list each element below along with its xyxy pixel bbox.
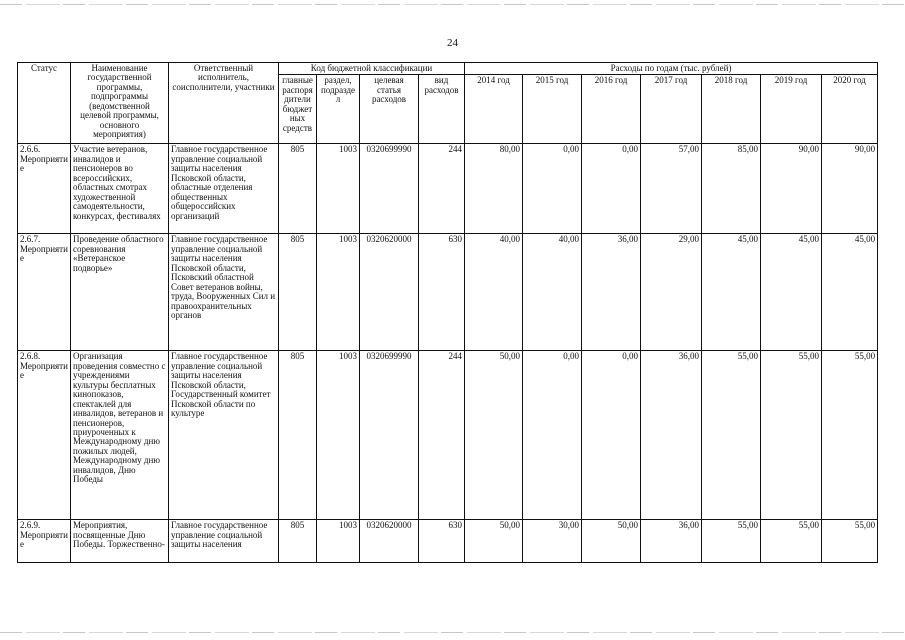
header-budget-code-group: Код бюджетной классификации <box>279 63 465 75</box>
budget-table <box>17 62 878 563</box>
row-type: 630 <box>419 234 465 351</box>
scan-edge-top <box>0 4 905 5</box>
row-executor: Главное государственное управление социальной защиты населения Псковской области, областные отделения общественных общероссийских организаций <box>169 144 279 234</box>
row-value-2018: 55,00 <box>702 520 761 563</box>
header-year-2015: 2015 год <box>523 75 582 144</box>
page-number: 24 <box>447 37 458 49</box>
row-value-2017: 36,00 <box>641 520 702 563</box>
scan-edge-bottom <box>0 632 905 633</box>
table-row <box>18 144 878 234</box>
row-status: 2.6.8. Мероприятие <box>18 351 71 520</box>
row-type: 244 <box>419 351 465 520</box>
row-value-2016: 50,00 <box>582 520 641 563</box>
row-value-2015: 40,00 <box>523 234 582 351</box>
row-value-2020: 90,00 <box>822 144 878 234</box>
header-executor: Ответственный исполнитель, соисполнители, участники <box>169 63 279 144</box>
row-section: 1003 <box>317 351 360 520</box>
header-year-2014: 2014 год <box>465 75 523 144</box>
row-value-2015: 0,00 <box>523 351 582 520</box>
header-year-2017: 2017 год <box>641 75 702 144</box>
row-grbs: 805 <box>279 351 317 520</box>
row-section: 1003 <box>317 234 360 351</box>
header-grbs: главные распоря дители бюджет ных средств <box>279 75 317 144</box>
header-year-2016: 2016 год <box>582 75 641 144</box>
row-grbs: 805 <box>279 144 317 234</box>
row-type: 630 <box>419 520 465 563</box>
row-name: Мероприятия, посвященные Дню Победы. Торжественно- <box>71 520 169 563</box>
header-expense-type: вид расходов <box>419 75 465 144</box>
row-value-2015: 0,00 <box>523 144 582 234</box>
row-section: 1003 <box>317 520 360 563</box>
row-value-2014: 80,00 <box>465 144 523 234</box>
row-grbs: 805 <box>279 520 317 563</box>
row-value-2017: 36,00 <box>641 351 702 520</box>
header-target-article: целевая статья расходов <box>360 75 419 144</box>
row-value-2018: 45,00 <box>702 234 761 351</box>
row-value-2019: 55,00 <box>761 351 822 520</box>
header-year-2019: 2019 год <box>761 75 822 144</box>
row-value-2014: 40,00 <box>465 234 523 351</box>
header-year-2018: 2018 год <box>702 75 761 144</box>
row-value-2018: 55,00 <box>702 351 761 520</box>
row-value-2020: 55,00 <box>822 351 878 520</box>
row-value-2018: 85,00 <box>702 144 761 234</box>
row-name: Организация проведения совместно с учреждениями культуры бесплатных кинопоказов, спектаклей для инвалидов, ветеранов и пенсионеров, приуроченных к Международному дню пожилых людей, Международному дню инвалидов, Дню Победы <box>71 351 169 520</box>
header-name: Наименование государственной программы, подпрограммы (ведомственной целевой программы, основного мероприятия) <box>71 63 169 144</box>
header-expenses-group: Расходы по годам (тыс. рублей) <box>465 63 878 75</box>
row-section: 1003 <box>317 144 360 234</box>
row-value-2016: 0,00 <box>582 144 641 234</box>
table-row <box>18 520 878 563</box>
row-status: 2.6.7. Мероприятие <box>18 234 71 351</box>
row-executor: Главное государственное управление социальной защиты населения Псковской области, Государственный комитет Псковской области по культуре <box>169 351 279 520</box>
row-value-2014: 50,00 <box>465 351 523 520</box>
header-status: Статус <box>18 63 71 144</box>
row-status: 2.6.6. Мероприятие <box>18 144 71 234</box>
row-type: 244 <box>419 144 465 234</box>
row-value-2019: 55,00 <box>761 520 822 563</box>
row-executor: Главное государственное управление социальной защиты населения Псковской области, Псковский областной Совет ветеранов войны, труда, Вооруженных Сил и правоохранительных органов <box>169 234 279 351</box>
row-value-2020: 45,00 <box>822 234 878 351</box>
row-target: 0320699990 <box>360 351 419 520</box>
row-value-2020: 55,00 <box>822 520 878 563</box>
row-name: Участие ветеранов, инвалидов и пенсионеров во всероссийских, областных смотрах художественной самодеятельности, конкурсах, фестивалях <box>71 144 169 234</box>
header-section: раздел, подраздел <box>317 75 360 144</box>
table-row <box>18 351 878 520</box>
row-target: 0320620000 <box>360 520 419 563</box>
row-value-2016: 36,00 <box>582 234 641 351</box>
row-value-2017: 29,00 <box>641 234 702 351</box>
row-target: 0320620000 <box>360 234 419 351</box>
row-value-2016: 0,00 <box>582 351 641 520</box>
row-value-2015: 30,00 <box>523 520 582 563</box>
row-status: 2.6.9. Мероприятие <box>18 520 71 563</box>
row-value-2019: 90,00 <box>761 144 822 234</box>
row-value-2014: 50,00 <box>465 520 523 563</box>
row-grbs: 805 <box>279 234 317 351</box>
header-year-2020: 2020 год <box>822 75 878 144</box>
row-value-2017: 57,00 <box>641 144 702 234</box>
row-name: Проведение областного соревнования «Ветеранское подворье» <box>71 234 169 351</box>
row-target: 0320699990 <box>360 144 419 234</box>
row-executor: Главное государственное управление социальной защиты населения <box>169 520 279 563</box>
table-row <box>18 234 878 351</box>
row-value-2019: 45,00 <box>761 234 822 351</box>
